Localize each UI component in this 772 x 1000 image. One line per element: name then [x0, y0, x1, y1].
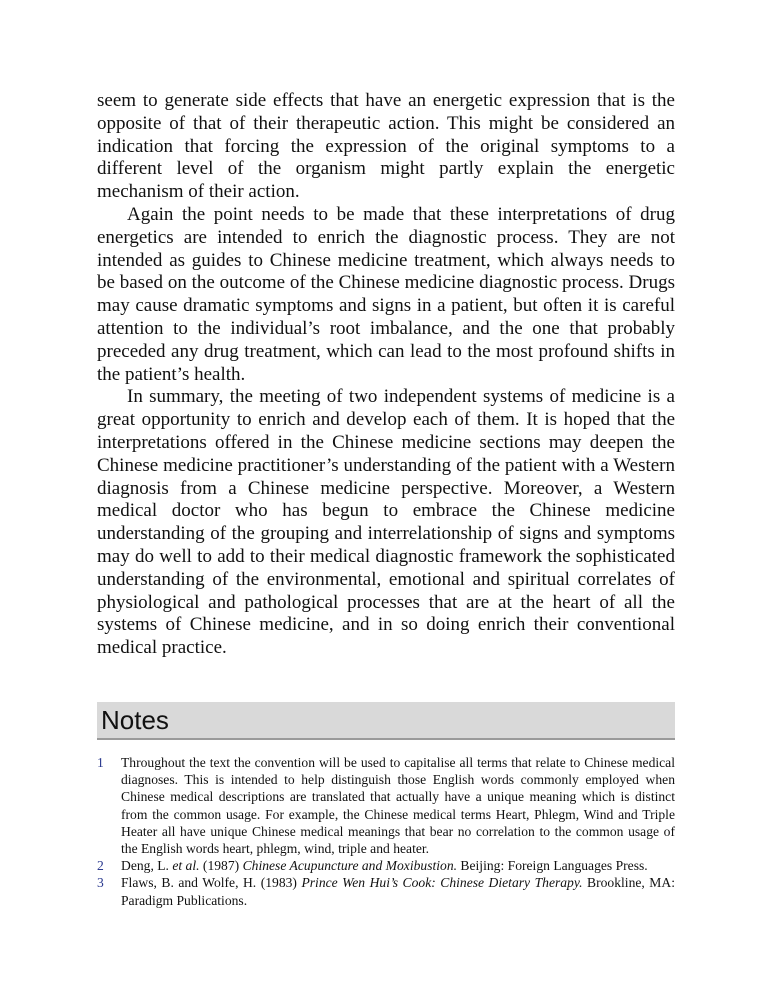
paragraph-2: Again the point needs to be made that these interpretations of drug energetics are intended to enrich the diagnostic process. They are not intended as guides to Chinese medicine treatment, which always needs to be based on the outcome of the Chinese medicine diagnostic process. Drugs may cause dramatic symptoms and signs in a patient, but often it is careful attention to the individual’s root imbalance, and the one that probably preceded any drug treatment, which can lead to the most profound shifts in the patient’s health.: [97, 203, 675, 385]
page: [97, 90, 675, 909]
note-text: [121, 874, 675, 908]
note-number[interactable]: 3: [97, 875, 104, 891]
note-et-al: et al.: [172, 858, 200, 874]
note-3: [97, 874, 675, 908]
note-2: [97, 857, 675, 874]
body-text: [97, 90, 675, 660]
note-1: [97, 754, 675, 857]
note-publisher: Beijing: Foreign Languages Press.: [457, 858, 648, 874]
note-title: Chinese Acupuncture and Moxibustion.: [242, 858, 458, 874]
note-number[interactable]: 2: [97, 858, 104, 874]
note-year: (1987): [199, 858, 243, 874]
notes-heading: Notes: [101, 704, 169, 735]
note-text: [121, 857, 675, 874]
note-author: Deng, L.: [121, 858, 173, 874]
note-publisher: Brookline, MA: Paradigm Publications.: [121, 875, 675, 908]
notes-heading-bar: [97, 702, 675, 740]
note-text: Throughout the text the convention will be used to capitalise all terms that relate to Chinese medical diagnoses. This is intended to help distinguish those English words commonly employed when Chinese medical descriptions are translated that actually have a unique meaning which is distinct from the common usage. For example, the Chinese medical terms Heart, Phlegm, Wind and Triple Heater all have unique Chinese medical meanings that bear no correlation to the common usage of the English words heart, phlegm, wind, triple and heater.: [121, 754, 675, 856]
note-number[interactable]: 1: [97, 754, 104, 770]
paragraph-1: seem to generate side effects that have an energetic expression that is the opposite of that of their therapeutic action. This might be considered an indication that forcing the expression of the original symptoms to a different level of the organism might partly explain the energetic mechanism of their action.: [97, 90, 675, 203]
note-title: Prince Wen Hui’s Cook: Chinese Dietary Therapy.: [301, 875, 583, 891]
note-author: Flaws, B. and Wolfe, H. (1983): [121, 875, 302, 891]
notes-list: [97, 754, 675, 909]
paragraph-3: In summary, the meeting of two independent systems of medicine is a great opportunity to enrich and develop each of them. It is hoped that the interpretations offered in the Chinese medicine sections may deepen the Chinese medicine practitioner’s understanding of the patient with a Western diagnosis from a Chinese medicine perspective. Moreover, a Western medical doctor who has begun to embrace the Chinese medicine understanding of the grouping and interrelationship of signs and symptoms may do well to add to their medical diagnostic framework the sophisticated understanding of the environmental, emotional and spiritual correlates of physiological and pathological processes that are at the heart of all the systems of Chinese medicine, and in so doing enrich their conventional medical practice.: [97, 386, 675, 659]
